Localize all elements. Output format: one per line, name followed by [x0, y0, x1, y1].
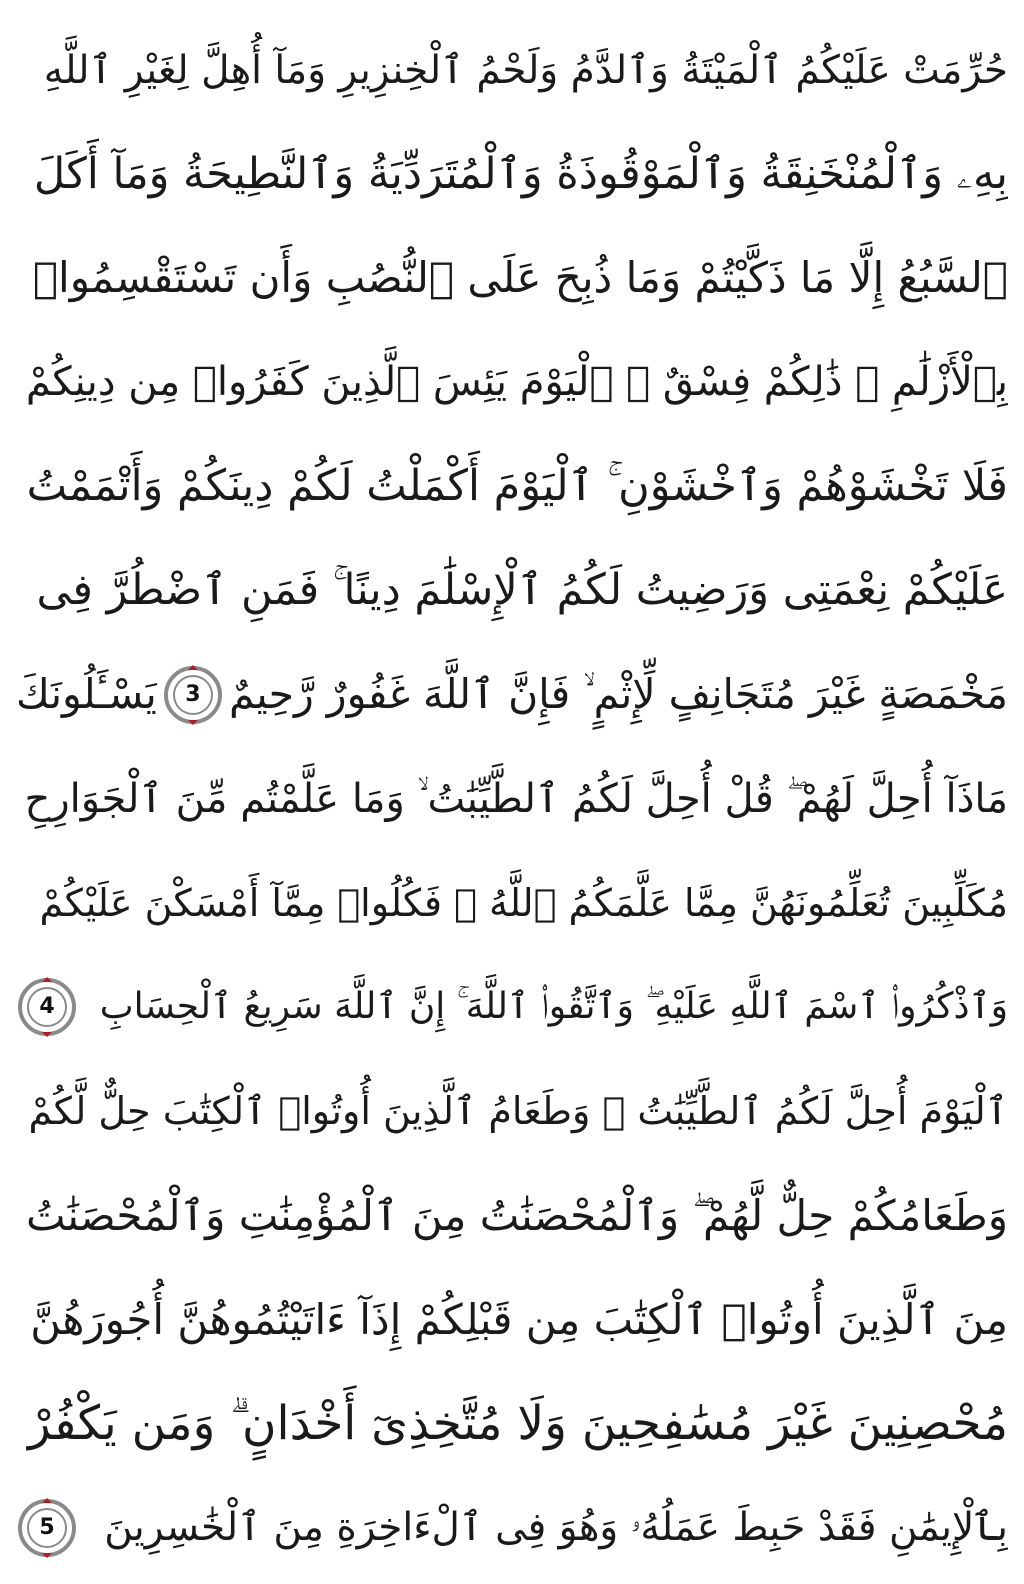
- text-line: [16, 543, 1008, 639]
- verse-text: فَلَا تَخْشَوْهُمْ وَٱخْشَوْنِ ۚ ٱلْيَوْمَ أَكْمَلْتُ لَكُمْ دِينَكُمْ وَأَتْمَمْتُ: [26, 461, 1008, 512]
- verse-text: بِهِۦ وَٱلْمُنْخَنِقَةُ وَٱلْمَوْقُوذَةُ وَٱلْمُتَرَدِّيَةُ وَٱلنَّطِيحَةُ وَمَآ أَكَلَ: [33, 148, 1008, 199]
- verse-text: مِنَ ٱلَّذِينَ أُوتُوا۟ ٱلْكِتَٰبَ مِن قَبْلِكُمْ إِذَآ ءَاتَيْتُمُوهُنَّ أُجُورَهُنَّ: [30, 1294, 1008, 1344]
- ayah-number: 4: [39, 994, 55, 1020]
- text-line: [16, 751, 1008, 847]
- text-line: [16, 959, 1008, 1055]
- verse-text: بِٱلْإِيمَٰنِ فَقَدْ حَبِطَ عَمَلُهُۥ وَهُوَ فِى ٱلْءَاخِرَةِ مِنَ ٱلْخَٰسِرِينَ: [104, 1505, 1008, 1551]
- text-line: [16, 1480, 1008, 1576]
- ayah-number: 5: [39, 1514, 55, 1540]
- verse-text: حُرِّمَتْ عَلَيْكُمُ ٱلْمَيْتَةُ وَٱلدَّمُ وَلَحْمُ ٱلْخِنزِيرِ وَمَآ أُهِلَّ لِغَيْرِ ٱللَّهِ: [43, 47, 1008, 93]
- verse-text: مَخْمَصَةٍ غَيْرَ مُتَجَانِفٍ لِّإِثْمٍ ۙ فَإِنَّ ٱللَّهَ غَفُورٌ رَّحِيمٌ: [228, 670, 1008, 719]
- text-line: [16, 1272, 1008, 1368]
- text-line: [16, 334, 1008, 430]
- text-line: [16, 1168, 1008, 1264]
- text-line: [16, 855, 1008, 951]
- verse-text: مُكَلِّبِينَ تُعَلِّمُونَهُنَّ مِمَّا عَلَّمَكُمُ ٱللَّهُ ۖ فَكُلُوا۟ مِمَّآ أَمْسَكْنَ عَلَيْكُمْ: [39, 881, 1008, 926]
- verse-text: عَلَيْكُمْ نِعْمَتِى وَرَضِيتُ لَكُمُ ٱلْإِسْلَٰمَ دِينًا ۚ فَمَنِ ٱضْطُرَّ فِى: [36, 565, 1008, 616]
- text-line: [16, 439, 1008, 535]
- verse-text: وَٱذْكُرُوا۟ ٱسْمَ ٱللَّهِ عَلَيْهِ ۖ وَٱتَّقُوا۟ ٱللَّهَ ۚ إِنَّ ٱللَّهَ سَرِيعُ ٱلْحِسَابِ: [99, 986, 1008, 1028]
- text-line: [16, 1063, 1008, 1159]
- text-line: [16, 1376, 1008, 1472]
- verse-text: وَطَعَامُكُمْ حِلٌّ لَّهُمْ ۖ وَٱلْمُحْصَنَٰتُ مِنَ ٱلْمُؤْمِنَٰتِ وَٱلْمُحْصَنَٰتُ: [26, 1190, 1008, 1240]
- text-line: [16, 230, 1008, 326]
- verse-text: بِٱلْأَزْلَٰمِ ۚ ذَٰلِكُمْ فِسْقٌ ۗ ٱلْيَوْمَ يَئِسَ ٱلَّذِينَ كَفَرُوا۟ مِن دِينِكُمْ: [25, 359, 1008, 406]
- verse-text: يَسْـَٔلُونَكَ: [16, 670, 157, 719]
- ayah-number: 3: [185, 681, 201, 707]
- ayah-end-marker-icon: [162, 664, 224, 726]
- verse-text: ٱلْيَوْمَ أُحِلَّ لَكُمُ ٱلطَّيِّبَٰتُ ۖ وَطَعَامُ ٱلَّذِينَ أُوتُوا۟ ٱلْكِتَٰبَ حِلٌّ لَّكُمْ: [28, 1089, 1008, 1134]
- text-line: [16, 22, 1008, 118]
- verse-text: ٱلسَّبُعُ إِلَّا مَا ذَكَّيْتُمْ وَمَا ذُبِحَ عَلَى ٱلنُّصُبِ وَأَن تَسْتَقْسِمُوا۟: [32, 253, 1008, 303]
- verse-text: مُحْصِنِينَ غَيْرَ مُسَٰفِحِينَ وَلَا مُتَّخِذِىٓ أَخْدَانٍ ۗ وَمَن يَكْفُرْ: [27, 1396, 1008, 1452]
- verse-text: مَاذَآ أُحِلَّ لَهُمْ ۖ قُلْ أُحِلَّ لَكُمُ ٱلطَّيِّبَٰتُ ۙ وَمَا عَلَّمْتُم مِّنَ ٱلْجَوَارِحِ: [24, 775, 1008, 822]
- text-line: [16, 647, 1008, 743]
- text-block: [16, 22, 1008, 1576]
- ayah-end-marker-icon: [16, 976, 78, 1038]
- ayah-end-marker-icon: [16, 1497, 78, 1559]
- text-line: [16, 126, 1008, 222]
